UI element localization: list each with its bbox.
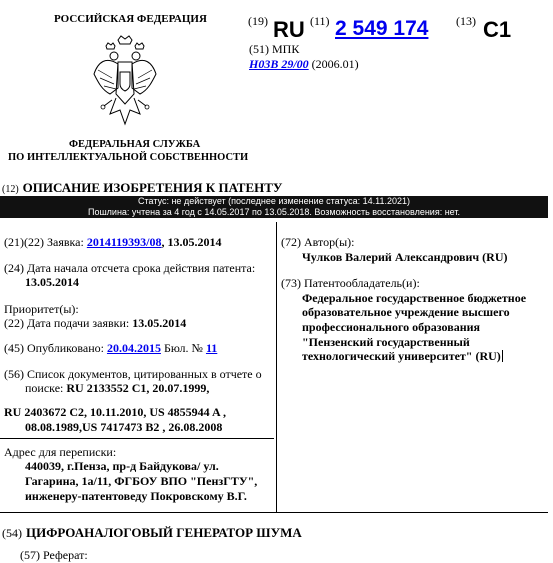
- owner-line-4: "Пензенский государственный: [302, 335, 470, 349]
- address-line-1: 440039, г.Пенза, пр-д Байдукова/ ул.: [25, 459, 219, 473]
- owner-line-5-wrap: [302, 349, 503, 364]
- author-name: Чулков Валерий Александрович (RU): [302, 250, 508, 264]
- cited-line1: [25, 381, 209, 396]
- status-line: Статус: не действует (последнее изменение статуса: 14.11.2021): [138, 196, 410, 206]
- published-label: (45) Опубликовано:: [4, 341, 107, 355]
- agency-name-line2: ПО ИНТЕЛЛЕКТУАЛЬНОЙ СОБСТВЕННОСТИ: [8, 152, 249, 163]
- bulletin-label: Бюл. №: [160, 341, 206, 355]
- address-label: Адрес для переписки:: [4, 445, 117, 459]
- column-divider: [276, 222, 277, 512]
- cited-label-line2: поиске:: [25, 381, 67, 395]
- term-start-date: 13.05.2014: [25, 275, 79, 289]
- left-separator: [0, 438, 274, 439]
- coat-of-arms-emblem: [92, 34, 158, 136]
- priority-label: Приоритет(ы):: [4, 302, 79, 316]
- code-19: (19): [248, 14, 268, 28]
- code-13: (13): [456, 14, 476, 28]
- address-line-2: Гагарина, 1а/11, ФГБОУ ВПО "ПензГТУ",: [25, 474, 258, 488]
- filing-label: (22) Дата подачи заявки:: [4, 316, 133, 330]
- abstract-label: (57) Реферат:: [20, 548, 88, 562]
- bulletin-number-link[interactable]: 11: [205, 341, 218, 355]
- fee-line: Пошлина: учтена за 4 год с 14.05.2017 по 13.05.2018. Возможность восстановления: нет.: [87, 206, 461, 217]
- ipc-date: (2006.01): [311, 57, 359, 71]
- code-12: (12): [2, 184, 19, 195]
- owner-label: (73) Патентообладатель(и):: [281, 276, 420, 290]
- filing-field: [4, 316, 186, 331]
- published-field: [4, 341, 217, 356]
- ipc-label: (51) МПК: [249, 42, 300, 56]
- cited-document-2: RU 2403672 C2, 10.11.2010, US 4855944 A ,: [4, 405, 227, 419]
- text-cursor: [502, 350, 503, 362]
- document-title: ОПИСАНИЕ ИЗОБРЕТЕНИЯ К ПАТЕНТУ: [22, 180, 283, 195]
- bottom-separator: [0, 512, 548, 513]
- owner-line-3: профессионального образования: [302, 320, 481, 334]
- country-name: РОССИЙСКАЯ ФЕДЕРАЦИЯ: [54, 13, 207, 25]
- cited-label-line1: (56) Список документов, цитированных в отчете о: [4, 367, 262, 381]
- patent-number-link[interactable]: 2 549 174: [335, 17, 429, 40]
- application-date: , 13.05.2014: [161, 235, 222, 249]
- owner-line-5: технологический университет" (RU): [302, 349, 501, 363]
- cited-document-3: 08.08.1989,US 7417473 B2 , 26.08.2008: [25, 420, 223, 434]
- country-code: RU: [273, 17, 305, 42]
- term-start-label: (24) Дата начала отсчета срока действия патента:: [4, 261, 256, 275]
- code-11: (11): [310, 14, 330, 28]
- address-line-3: инженеру-патентоведу Покровскому В.Г.: [25, 489, 247, 503]
- owner-line-2: образовательное учреждение высшего: [302, 305, 510, 319]
- ipc-class-link[interactable]: H03B 29/00: [249, 57, 309, 71]
- author-label: (72) Автор(ы):: [281, 235, 355, 249]
- owner-line-1: Федеральное государственное бюджетное: [302, 291, 527, 305]
- application-label: (21)(22) Заявка:: [4, 235, 87, 249]
- published-date-link[interactable]: 20.04.2015: [106, 341, 161, 355]
- filing-date: 13.05.2014: [132, 316, 187, 330]
- application-number-link[interactable]: 2014119393/08: [86, 235, 162, 249]
- agency-name-line1: ФЕДЕРАЛЬНАЯ СЛУЖБА: [69, 139, 201, 150]
- kind-code: C1: [483, 17, 512, 42]
- invention-name: ЦИФРОАНАЛОГОВЫЙ ГЕНЕРАТОР ШУМА: [26, 525, 302, 540]
- cited-document-1: RU 2133552 C1, 20.07.1999,: [66, 381, 210, 395]
- status-bar: [0, 196, 548, 218]
- code-54: (54): [2, 526, 22, 540]
- application-field: [4, 235, 222, 250]
